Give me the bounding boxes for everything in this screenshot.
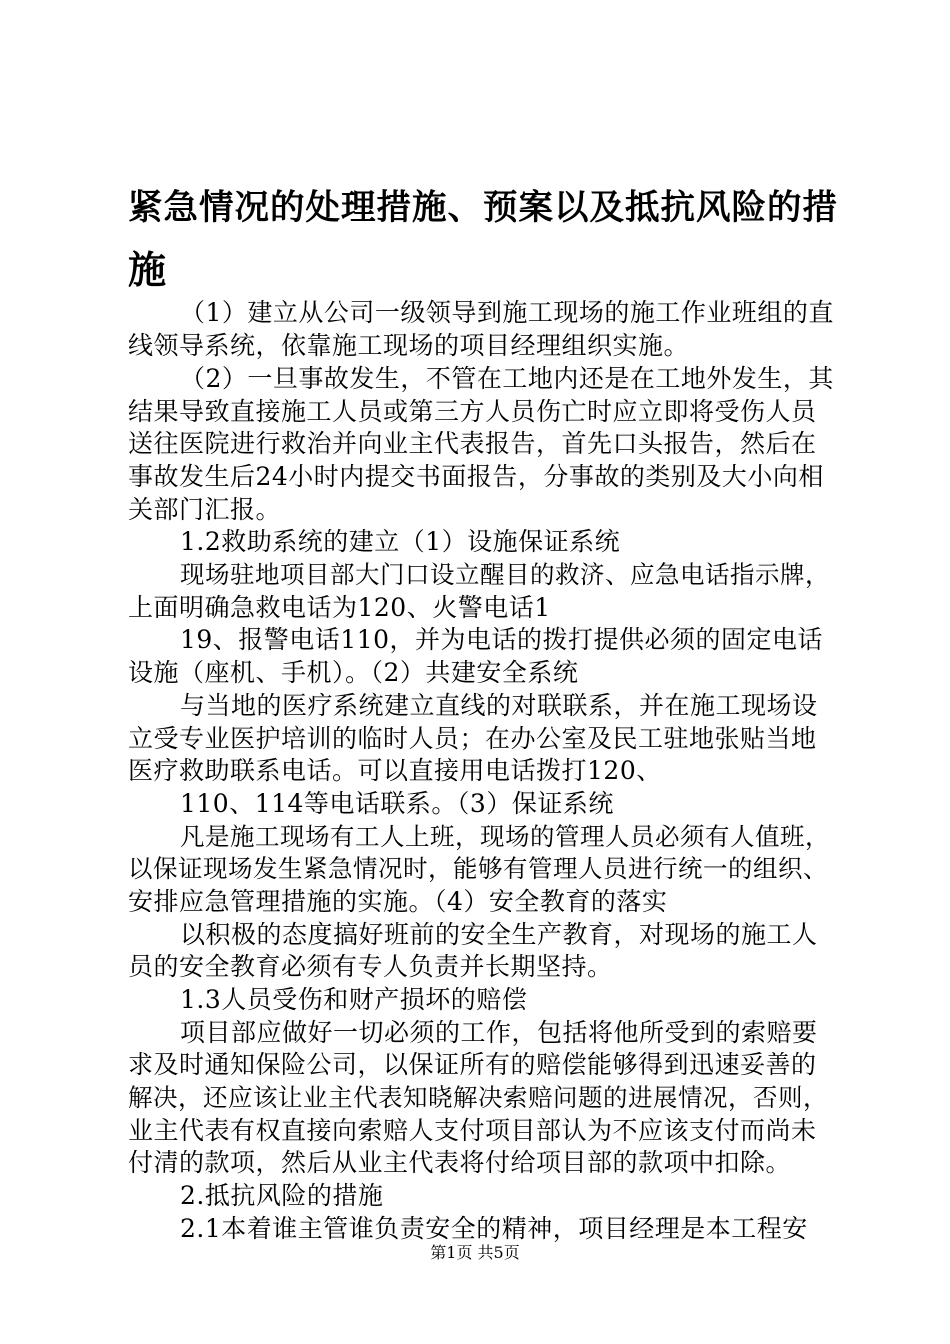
page-footer: 第1页 共5页 [430, 1243, 520, 1262]
body-line: 业主代表有权直接向索赔人支付项目部认为不应该支付而尚未 [128, 1116, 817, 1145]
body-line: 以积极的态度搞好班前的安全生产教育，对现场的施工人 [180, 920, 818, 949]
section-heading: 1.2救助系统的建立（1）设施保证系统 [180, 527, 621, 556]
body-line: 求及时通知保险公司，以保证所有的赔偿能够得到迅速妥善的 [128, 1050, 817, 1079]
body-line: 凡是施工现场有工人上班，现场的管理人员必须有人值班， [180, 822, 830, 851]
body-line: （2）一旦事故发生，不管在工地内还是在工地外发生，其 [180, 364, 834, 393]
body-line: 付清的款项，然后从业主代表将付给项目部的款项中扣除。 [128, 1148, 792, 1177]
body-line: 结果导致直接施工人员或第三方人员伤亡时应立即将受伤人员 [128, 397, 817, 426]
section-heading: 2.抵抗风险的措施 [180, 1181, 384, 1210]
body-line: （1）建立从公司一级领导到施工现场的施工作业班组的直 [180, 298, 834, 327]
document-title-line-2: 施 [128, 248, 168, 292]
body-line: 上面明确急救电话为120、火警电话1 [128, 593, 551, 622]
body-line: 与当地的医疗系统建立直线的对联联系，并在施工现场设 [180, 691, 818, 720]
body-line: 现场驻地项目部大门口设立醒目的救济、应急电话指示牌， [180, 560, 830, 589]
body-line: 项目部应做好一切必须的工作，包括将他所受到的索赔要 [180, 1018, 818, 1047]
body-line: 19、报警电话110，并为电话的拨打提供必须的固定电话 [180, 625, 824, 654]
body-line: 以保证现场发生紧急情况时，能够有管理人员进行统一的组织、 [128, 854, 828, 883]
body-line: 2.1本着谁主管谁负责安全的精神，项目经理是本工程安 [180, 1214, 808, 1243]
body-line: 立受专业医护培训的临时人员；在办公室及民工驻地张贴当地 [128, 724, 817, 753]
body-line: 线领导系统，依靠施工现场的项目经理组织实施。 [128, 331, 690, 360]
body-line: 安排应急管理措施的实施。（4）安全教育的落实 [128, 887, 668, 916]
section-heading: 1.3人员受伤和财产损坏的赔偿 [180, 985, 528, 1014]
body-line: 送往医院进行救治并向业主代表报告，首先口头报告，然后在 [128, 429, 817, 458]
body-line: 医疗救助联系电话。可以直接用电话拨打120、 [128, 756, 662, 785]
body-line: 设施（座机、手机）。（2）共建安全系统 [128, 658, 579, 687]
body-line: 关部门汇报。 [128, 495, 282, 524]
document-title-line-1: 紧急情况的处理措施、预案以及抵抗风险的措 [128, 188, 838, 228]
body-line: 110、114等电话联系。（3）保证系统 [180, 789, 614, 818]
body-line: 解决，还应该让业主代表知晓解决索赔问题的进展情况，否则， [128, 1083, 828, 1112]
body-line: 事故发生后24小时内提交书面报告，分事故的类别及大小向相 [128, 462, 824, 491]
body-line: 员的安全教育必须有专人负责并长期坚持。 [128, 952, 613, 981]
